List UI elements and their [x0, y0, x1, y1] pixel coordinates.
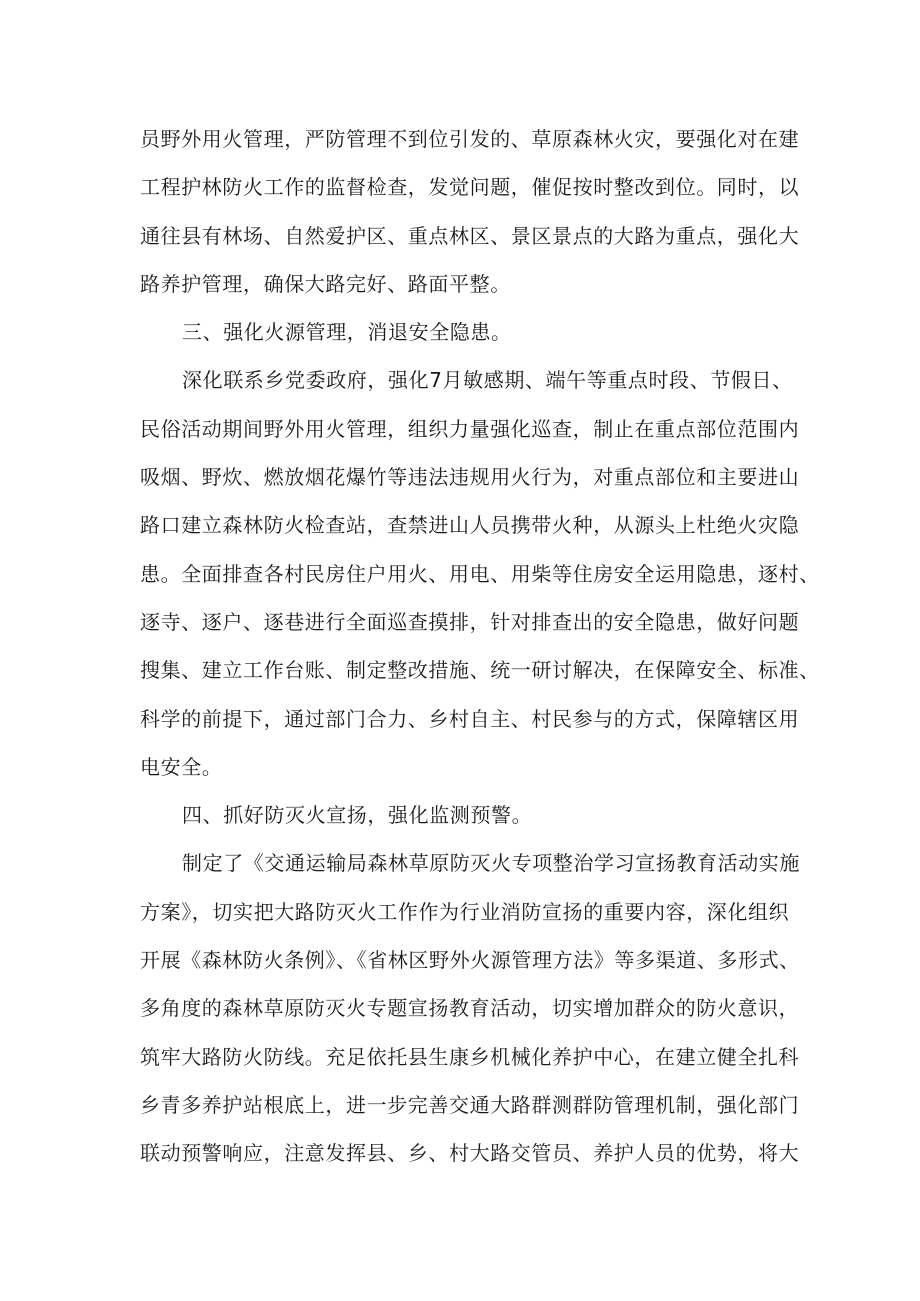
document-body	[140, 115, 820, 1178]
section-heading-4: 四、抓好防灭火宣扬，强化监测预警。	[182, 803, 533, 828]
text-line: 方案》，切实把大路防灭火工作作为行业消防宣扬的重要内容，深化组织	[140, 899, 790, 924]
text-line: 路口建立森林防火检查站，查禁进山人员携带火种，从源头上杜绝火灾隐	[140, 513, 800, 538]
text-line: 乡青多养护站根底上，进一步完善交通大路群测群防管理机制，强化部门	[140, 1092, 800, 1117]
text-line: 多角度的森林草原防灭火专题宣扬教育活动，切实增加群众的防火意识，	[140, 996, 800, 1021]
text-line: 电安全。	[140, 754, 223, 779]
text-line: 吸烟、野炊、燃放烟花爆竹等违法违规用火行为，对重点部位和主要进山	[140, 465, 800, 490]
text-line: 员野外用火管理，严防管理不到位引发的、草原森林火灾，要强化对在建	[140, 127, 800, 151]
text-line: 科学的前提下，通过部门合力、乡村自主、村民参与的方式，保障辖区用	[140, 706, 800, 731]
text-line: 搜集、建立工作台账、制定整改措施、统一研讨解决，在保障安全、标准、	[140, 658, 820, 683]
section-heading-3: 三、强化火源管理，消退安全隐患。	[182, 320, 512, 345]
text-line: 联动预警响应，注意发挥县、乡、村大路交管员、养护人员的优势，将大	[140, 1141, 800, 1166]
text-line: 工程护林防火工作的监督检查，发觉问题，催促按时整改到位。同时，以	[140, 175, 800, 200]
text-line: 路养护管理，确保大路完好、路面平整。	[140, 271, 511, 296]
text-line: 患。全面排查各村民房住户用火、用电、用柴等住房安全运用隐患，逐村、	[140, 561, 820, 586]
text-line: 开展《森林防火条例》、《省林区野外火源管理方法》等多渠道、多形式、	[140, 948, 800, 973]
text-line: 筑牢大路防火防线。充足依托县生康乡机械化养护中心，在建立健全扎科	[140, 1044, 800, 1069]
text-line: 制定了《交通运输局森林草原防灭火专项整治学习宣扬教育活动实施	[182, 851, 800, 876]
text-line: 通往县有林场、自然爱护区、重点林区、景区景点的大路为重点，强化大	[140, 223, 800, 248]
text-line: 逐寺、逐户、逐巷进行全面巡查摸排，针对排查出的安全隐患，做好问题	[140, 609, 800, 634]
text-line: 深化联系乡党委政府，强化7月敏感期、端午等重点时段、节假日、	[182, 368, 793, 393]
text-line: 民俗活动期间野外用火管理，组织力量强化巡查，制止在重点部位范围内	[140, 416, 800, 441]
